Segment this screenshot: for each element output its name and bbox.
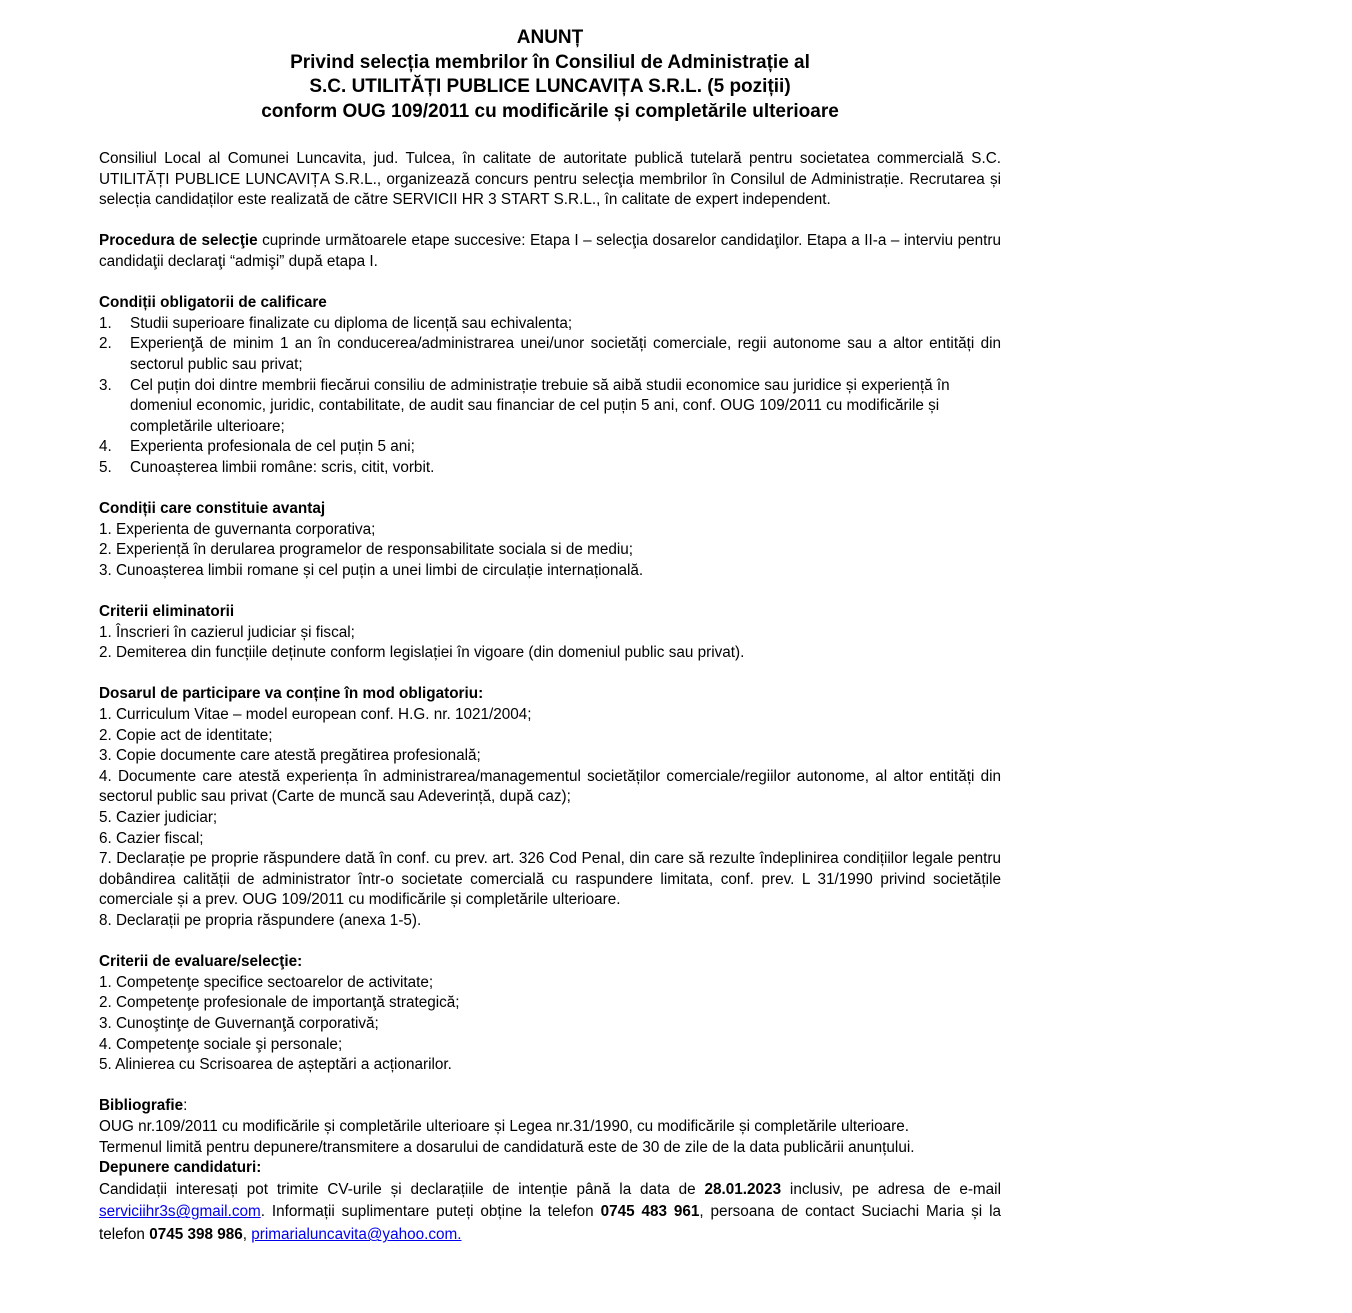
list-item: 3. Cunoştinţe de Guvernanţă corporativă; <box>99 1014 379 1032</box>
list-item: 4. Documente care atestă experiența în administrarea/managementul societăților comerciale/regiilor autonome, al altor entități din sectorul public sau privat (Carte de muncă sau Adeverință, după caz); <box>99 767 1001 806</box>
mandatory-heading: Condiții obligatorii de calificare <box>99 294 327 312</box>
advantage-heading: Condiții care constituie avantaj <box>99 500 326 518</box>
deadline-text: Termenul limită pentru depunere/transmitere a dosarului de candidatură este de 30 de zile de la data publicării anunțului. <box>99 1138 915 1156</box>
title-line-2: Privind selecția membrilor în Consiliul de Administrație al <box>290 51 810 73</box>
bibliography-heading-line: Bibliografie: <box>99 1097 188 1115</box>
email-link-hr[interactable]: serviciihr3s@gmail.com <box>99 1203 261 1221</box>
title-line-1: ANUNȚ <box>516 27 584 48</box>
list-item: 2. Experiență în derularea programelor de responsabilitate sociala si de mediu; <box>99 541 633 559</box>
intro-paragraph: Consiliul Local al Comunei Luncavita, jud. Tulcea, în calitate de autoritate publică tutelară pentru societatea commercială S.C. UTILITĂȚI PUBLICE LUNCAVIȚA S.R.L., organizează concurs pentru selecţia membrilor în Consilul de Administrație. Recrutarea și selecția candidaților este realizată de către SERVICII HR 3 START S.R.L., în calitate de expert independent. <box>99 150 1001 209</box>
list-item: 3. Cel puțin doi dintre membrii fiecărui consiliu de administrație trebuie să aibă studii economice sau juridice și experiență în domeniul economic, juridic, contabilitate, de audit sau financiar de cel puțin 5 ani, conf. OUG 109/2011 cu modificările și completările ulterioare; <box>99 376 950 435</box>
list-item: 2. Competenţe profesionale de importanţă strategică; <box>99 994 460 1012</box>
list-item: 3. Copie documente care atestă pregătirea profesională; <box>99 747 481 765</box>
email-link-primaria[interactable]: primarialuncavita@yahoo.com. <box>251 1226 462 1244</box>
submission-paragraph: Candidații interesați pot trimite CV-urile și declarațiile de intenție până la data de 28.01.2023 inclusiv, pe adresa de e-mail serviciihr3s@gmail.com. Informații suplimentare puteți obține la telefon 0745 483 961, persoana de contact Suciachi Maria și la telefon 0745 398 986, primarialuncavita@yahoo.com. <box>99 1180 1001 1244</box>
procedure-label: Procedura de selecţie <box>99 232 258 250</box>
list-item: 5. Cazier judiciar; <box>99 809 218 826</box>
bibliography-text: OUG nr.109/2011 cu modificările și completările ulterioare și Legea nr.31/1990, cu modificările și completările ulterioare. <box>99 1117 910 1135</box>
list-item: 3. Cunoașterea limbii romane și cel puțin a unei limbi de circulație internațională. <box>99 561 644 579</box>
list-item: 5. Alinierea cu Scrisoarea de așteptări a acționarilor. <box>99 1056 452 1074</box>
list-item: 2. Demiterea din funcțiile deținute conform legislației în vigoare (din domeniul public sau privat). <box>99 644 745 662</box>
list-item: 7. Declarație pe proprie răspundere dată în conf. cu prev. art. 326 Cod Penal, din care să rezulte îndeplinirea condițiilor legale pentru dobândirea calității de administrator într-o societate comercială cu raspundere limitata, conf. prev. L 31/1990 privind societățile comerciale și a prev. OUG 109/2011 cu modificările și completările ulterioare. <box>99 850 1001 909</box>
evaluation-heading: Criterii de evaluare/selecţie: <box>99 953 303 971</box>
eliminatory-heading: Criterii eliminatorii <box>99 603 235 621</box>
bibliography-heading: Bibliografie <box>99 1097 184 1115</box>
list-item: 1. Studii superioare finalizate cu diploma de licență sau echivalenta; <box>99 314 573 332</box>
list-item: 4. Experienta profesionala de cel puțin 5 ani; <box>99 438 415 456</box>
phone-number-1: 0745 483 961 <box>600 1203 700 1221</box>
list-item: 1. Curriculum Vitae – model european conf. H.G. nr. 1021/2004; <box>99 706 532 724</box>
list-item: 8. Declarații pe propria răspundere (anexa 1-5). <box>99 911 422 929</box>
title-line-4: conform OUG 109/2011 cu modificările și completările ulterioare <box>261 100 839 122</box>
title-line-3: S.C. UTILITĂȚI PUBLICE LUNCAVIȚA S.R.L. (5 poziții) <box>309 76 791 97</box>
procedure-text: cuprinde următoarele etape succesive: Etapa I – selecţia dosarelor candidaţilor. Etapa a II-a – interviu pentru candidaţii declaraţi “admişi” după etapa I. <box>99 232 1001 270</box>
list-item: 4. Competenţe sociale şi personale; <box>99 1035 343 1053</box>
list-item: 6. Cazier fiscal; <box>99 829 204 847</box>
procedure-paragraph <box>99 231 1001 272</box>
phone-number-2: 0745 398 986 <box>149 1226 243 1244</box>
dossier-heading: Dosarul de participare va conține în mod obligatoriu: <box>99 685 484 703</box>
list-item: 5. Cunoașterea limbii române: scris, citit, vorbit. <box>99 458 435 476</box>
submission-heading: Depunere candidaturi: <box>99 1159 262 1177</box>
list-item: 1. Înscrieri în cazierul judiciar și fiscal; <box>99 623 355 641</box>
deadline-date: 28.01.2023 <box>704 1180 782 1198</box>
mandatory-list <box>99 314 1001 479</box>
list-item: 1. Experienta de guvernanta corporativa; <box>99 520 376 538</box>
announcement-title <box>99 26 1001 124</box>
document-page <box>99 0 1001 1247</box>
list-item: 1. Competenţe specifice sectoarelor de activitate; <box>99 973 434 991</box>
list-item: 2. Copie act de identitate; <box>99 726 273 744</box>
list-item: 2. Experienţă de minim 1 an în conducerea/administrarea unei/unor societăți comerciale, regii autonome sau a altor entități din sectorul public sau privat; <box>99 335 1001 373</box>
